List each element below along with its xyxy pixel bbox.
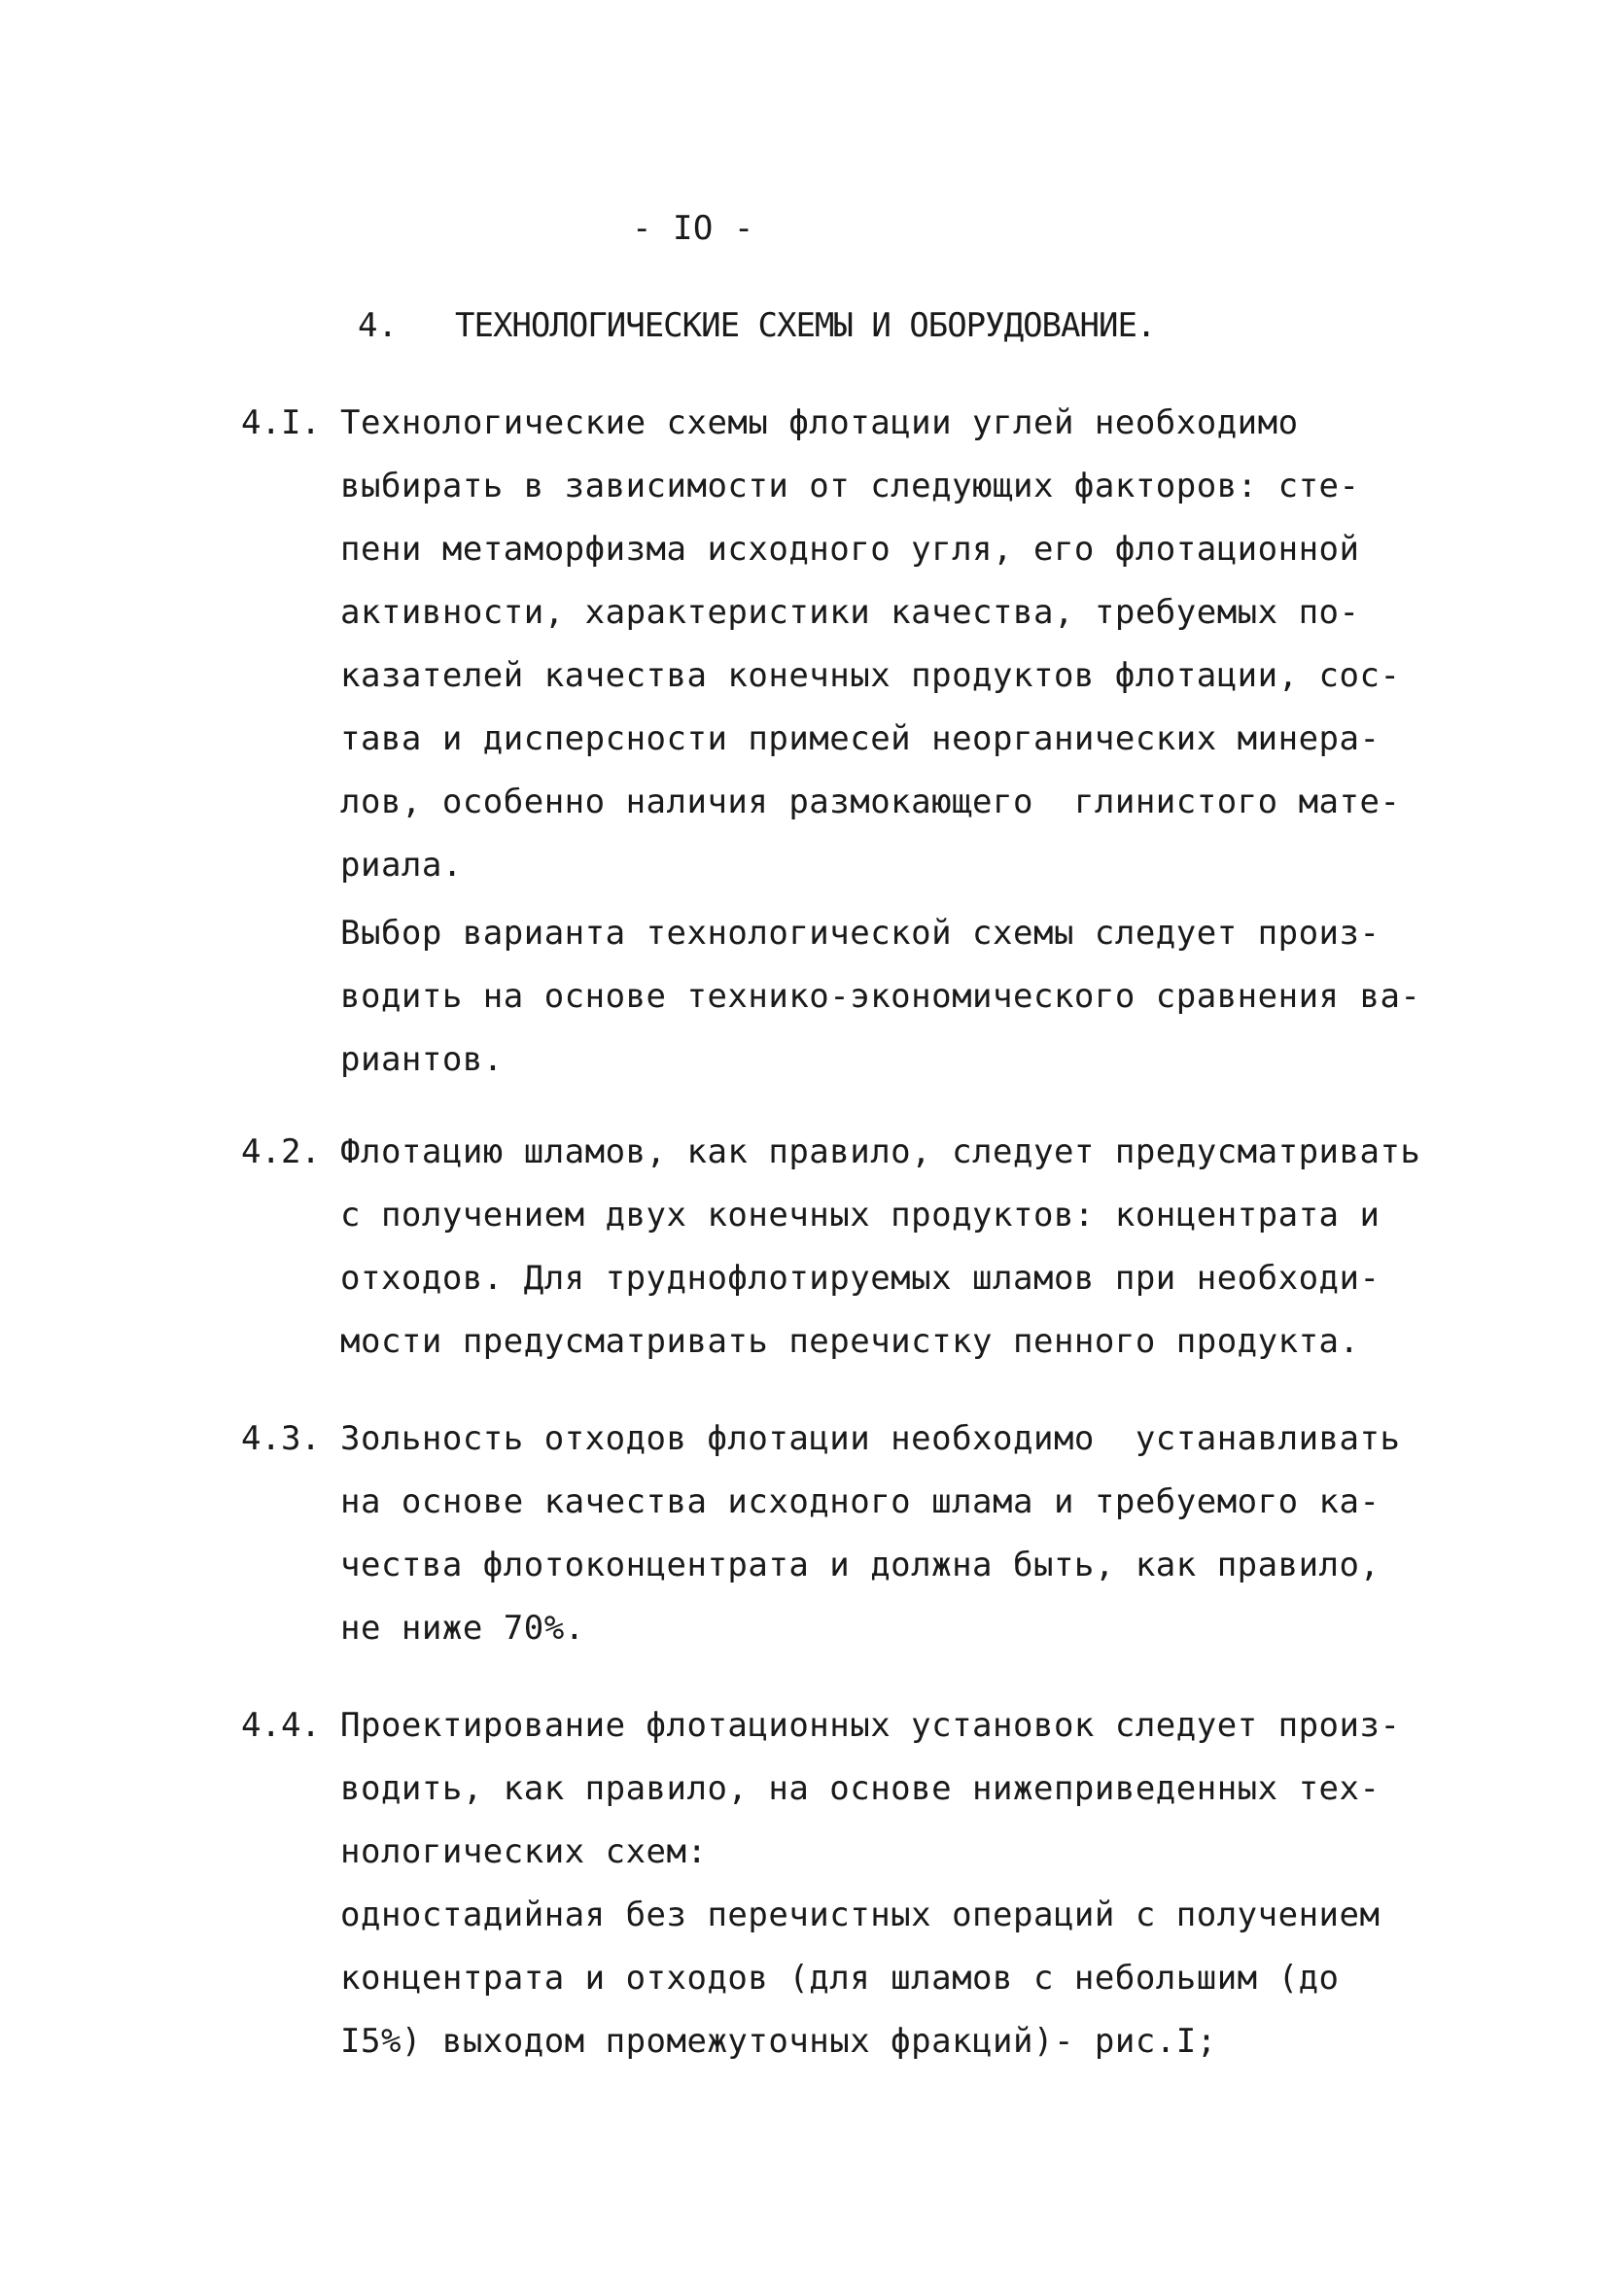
paragraph-line: тава и дисперсности примесей неорганических минера-	[340, 719, 1381, 758]
paragraph-line: лов, особенно наличия размокающего глинистого мате-	[340, 783, 1401, 821]
paragraph-line: риала.	[340, 846, 463, 885]
paragraph-line: не ниже 70%.	[340, 1609, 585, 1648]
paragraph-line: Выбор варианта технологической схемы следует произ-	[340, 914, 1381, 953]
paragraph-line: Зольность отходов флотации необходимо устанавливать	[340, 1419, 1401, 1458]
paragraph-number: 4.3.	[241, 1419, 321, 1458]
paragraph-line: отходов. Для труднофлотируемых шламов при необходи-	[340, 1259, 1381, 1298]
paragraph-line: Технологические схемы флотации углей необходимо	[340, 403, 1299, 442]
paragraph-line: на основе качества исходного шлама и требуемого ка-	[340, 1482, 1381, 1521]
paragraph-line: риантов.	[340, 1040, 504, 1079]
paragraph-line: I5%) выходом промежуточных фракций)- рис.I;	[340, 2022, 1217, 2061]
paragraph-line: одностадийная без перечистных операций с получением	[340, 1896, 1381, 1934]
page-number: - IO -	[632, 209, 754, 248]
paragraph-line: чества флотоконцентрата и должна быть, как правило,	[340, 1546, 1381, 1584]
paragraph-line: Флотацию шламов, как правило, следует предусматривать	[340, 1132, 1421, 1171]
paragraph-line: водить на основе технико-экономического сравнения ва-	[340, 977, 1421, 1016]
paragraph-line: нологических схем:	[340, 1832, 708, 1871]
paragraph-number: 4.I.	[241, 403, 321, 442]
paragraph-line: концентрата и отходов (для шламов с небольшим (до	[340, 1959, 1340, 1998]
paragraph-line: мости предусматривать перечистку пенного продукта.	[340, 1322, 1360, 1361]
paragraph-line: с получением двух конечных продуктов: концентрата и	[340, 1196, 1381, 1235]
section-number: 4.	[358, 306, 398, 345]
paragraph-line: казателей качества конечных продуктов флотации, сос-	[340, 656, 1401, 695]
paragraph-number: 4.2.	[241, 1132, 321, 1171]
paragraph-line: активности, характеристики качества, требуемых по-	[340, 593, 1360, 632]
paragraph-line: пени метаморфизма исходного угля, его флотационной	[340, 530, 1360, 569]
paragraph-line: водить, как правило, на основе нижеприведенных тех-	[340, 1769, 1381, 1808]
paragraph-line: Проектирование флотационных установок следует произ-	[340, 1706, 1401, 1745]
paragraph-number: 4.4.	[241, 1706, 321, 1745]
paragraph-line: выбирать в зависимости от следующих факторов: сте-	[340, 467, 1360, 505]
section-title: ТЕХНОЛОГИЧЕСКИЕ СХЕМЫ И ОБОРУДОВАНИЕ.	[455, 306, 1156, 345]
